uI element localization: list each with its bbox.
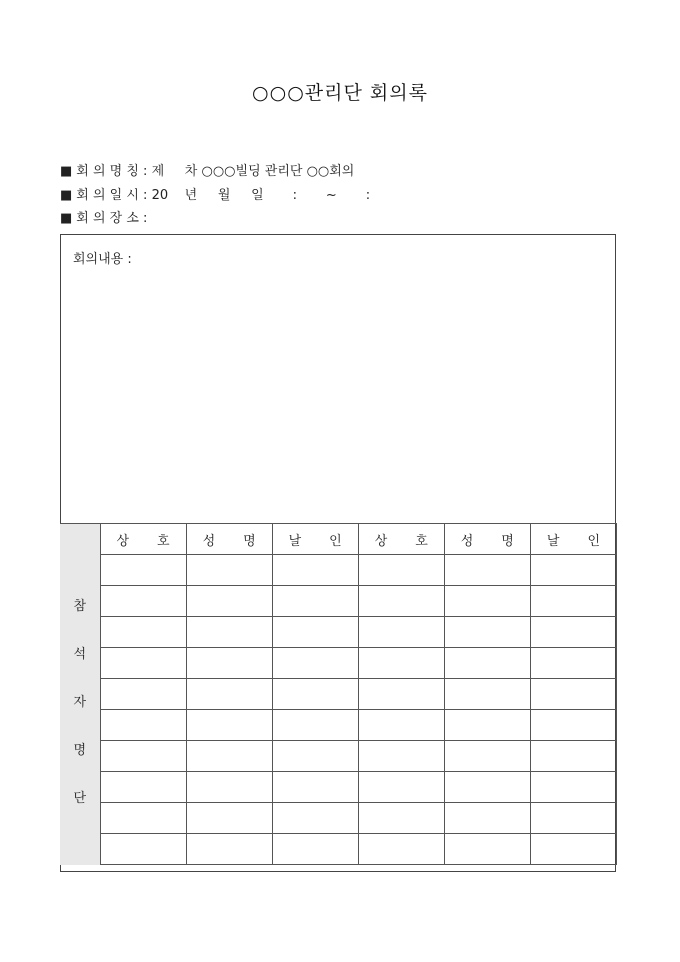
attendee-cell[interactable] (100, 803, 186, 834)
side-label-char: 단 (73, 791, 87, 807)
column-header-text (531, 530, 616, 549)
header-char: 호 (157, 533, 170, 549)
attendee-cell[interactable] (272, 555, 358, 586)
column-header (272, 524, 358, 555)
header-char: 날 (546, 533, 560, 549)
table-row (60, 679, 617, 710)
table-row (60, 803, 617, 834)
meeting-place-row (60, 207, 147, 226)
attendee-cell[interactable] (186, 741, 272, 772)
header-char: 성 (202, 533, 216, 549)
column-header (530, 524, 616, 555)
attendee-cell[interactable] (530, 772, 616, 803)
table-row (60, 741, 617, 772)
attendee-cell[interactable] (530, 648, 616, 679)
meeting-date-row (60, 184, 370, 203)
attendee-cell[interactable] (444, 741, 530, 772)
header-char: 명 (501, 533, 514, 549)
attendee-cell[interactable] (444, 803, 530, 834)
attendee-cell[interactable] (358, 679, 444, 710)
attendee-cell[interactable] (358, 741, 444, 772)
table-row (60, 710, 617, 741)
meeting-place-text: 회 의 장 소 : (76, 211, 148, 226)
meeting-name-row (60, 160, 354, 179)
side-label-char: 명 (73, 743, 87, 759)
attendee-cell[interactable] (272, 834, 358, 865)
side-label-char: 자 (73, 695, 87, 711)
bullet-square-icon: ■ (60, 211, 73, 226)
header-char: 성 (460, 533, 474, 549)
attendee-side-label (60, 524, 100, 865)
attendee-cell[interactable] (530, 586, 616, 617)
header-char: 날 (288, 533, 302, 549)
column-header (444, 524, 530, 555)
attendee-cell[interactable] (186, 710, 272, 741)
attendee-cell[interactable] (358, 648, 444, 679)
header-char: 호 (415, 533, 428, 549)
attendee-cell[interactable] (358, 803, 444, 834)
attendee-cell[interactable] (530, 710, 616, 741)
attendee-cell[interactable] (272, 617, 358, 648)
attendee-cell[interactable] (272, 772, 358, 803)
attendee-cell[interactable] (444, 679, 530, 710)
column-header-text (359, 530, 444, 549)
attendee-cell[interactable] (530, 555, 616, 586)
attendee-cell[interactable] (272, 803, 358, 834)
attendee-cell[interactable] (272, 586, 358, 617)
attendee-cell[interactable] (186, 555, 272, 586)
header-char: 인 (587, 533, 600, 549)
attendee-cell[interactable] (358, 555, 444, 586)
header-char: 상 (116, 533, 130, 549)
side-label-char: 석 (73, 647, 87, 663)
attendee-cell[interactable] (272, 741, 358, 772)
attendee-cell[interactable] (100, 741, 186, 772)
attendee-cell[interactable] (530, 741, 616, 772)
attendee-cell[interactable] (100, 834, 186, 865)
attendee-cell[interactable] (530, 617, 616, 648)
attendee-cell[interactable] (100, 710, 186, 741)
table-row (60, 772, 617, 803)
attendee-cell[interactable] (100, 648, 186, 679)
attendee-cell[interactable] (100, 617, 186, 648)
header-row (60, 524, 617, 555)
attendee-cell[interactable] (358, 772, 444, 803)
attendee-cell[interactable] (100, 679, 186, 710)
column-header-text (273, 530, 358, 549)
column-header-text (445, 530, 530, 549)
attendee-cell[interactable] (358, 586, 444, 617)
attendee-cell[interactable] (358, 617, 444, 648)
attendee-cell[interactable] (186, 617, 272, 648)
header-char: 명 (243, 533, 256, 549)
content-label: 회의내용 : (73, 252, 132, 267)
attendee-cell[interactable] (530, 803, 616, 834)
bullet-square-icon: ■ (60, 164, 73, 179)
table-row (60, 555, 617, 586)
table-row (60, 648, 617, 679)
attendee-cell[interactable] (530, 834, 616, 865)
attendee-cell[interactable] (444, 555, 530, 586)
attendee-cell[interactable] (186, 648, 272, 679)
attendee-cell[interactable] (444, 648, 530, 679)
attendee-table (60, 523, 617, 865)
attendee-cell[interactable] (530, 679, 616, 710)
header-char: 상 (374, 533, 388, 549)
attendee-cell[interactable] (272, 679, 358, 710)
header-char: 인 (329, 533, 342, 549)
attendee-cell[interactable] (444, 772, 530, 803)
column-header (186, 524, 272, 555)
attendee-cell[interactable] (100, 772, 186, 803)
attendee-cell[interactable] (272, 710, 358, 741)
attendee-cell[interactable] (186, 834, 272, 865)
table-row (60, 617, 617, 648)
attendee-cell[interactable] (186, 772, 272, 803)
attendee-cell[interactable] (186, 803, 272, 834)
meeting-date-text: 회 의 일 시 : 20 년 월 일 : ~ : (76, 188, 371, 203)
attendee-cell[interactable] (444, 710, 530, 741)
bullet-square-icon: ■ (60, 188, 73, 203)
attendee-cell[interactable] (358, 710, 444, 741)
column-header (358, 524, 444, 555)
attendee-cell[interactable] (100, 586, 186, 617)
attendee-cell[interactable] (444, 834, 530, 865)
attendee-cell[interactable] (186, 586, 272, 617)
minutes-box (60, 234, 616, 872)
meeting-name-text: 회 의 명 칭 : 제 차 ○○○빌딩 관리단 ○○회의 (76, 164, 355, 179)
attendee-cell[interactable] (358, 834, 444, 865)
column-header (100, 524, 186, 555)
attendee-cell[interactable] (100, 555, 186, 586)
column-header-text (101, 530, 186, 549)
attendee-cell[interactable] (444, 617, 530, 648)
table-row (60, 586, 617, 617)
attendee-cell[interactable] (444, 586, 530, 617)
side-label-char: 참 (73, 599, 87, 615)
column-header-text (187, 530, 272, 549)
table-row (60, 834, 617, 865)
attendee-cell[interactable] (272, 648, 358, 679)
attendee-cell[interactable] (186, 679, 272, 710)
page-title: ○○○관리단 회의록 (252, 82, 428, 104)
